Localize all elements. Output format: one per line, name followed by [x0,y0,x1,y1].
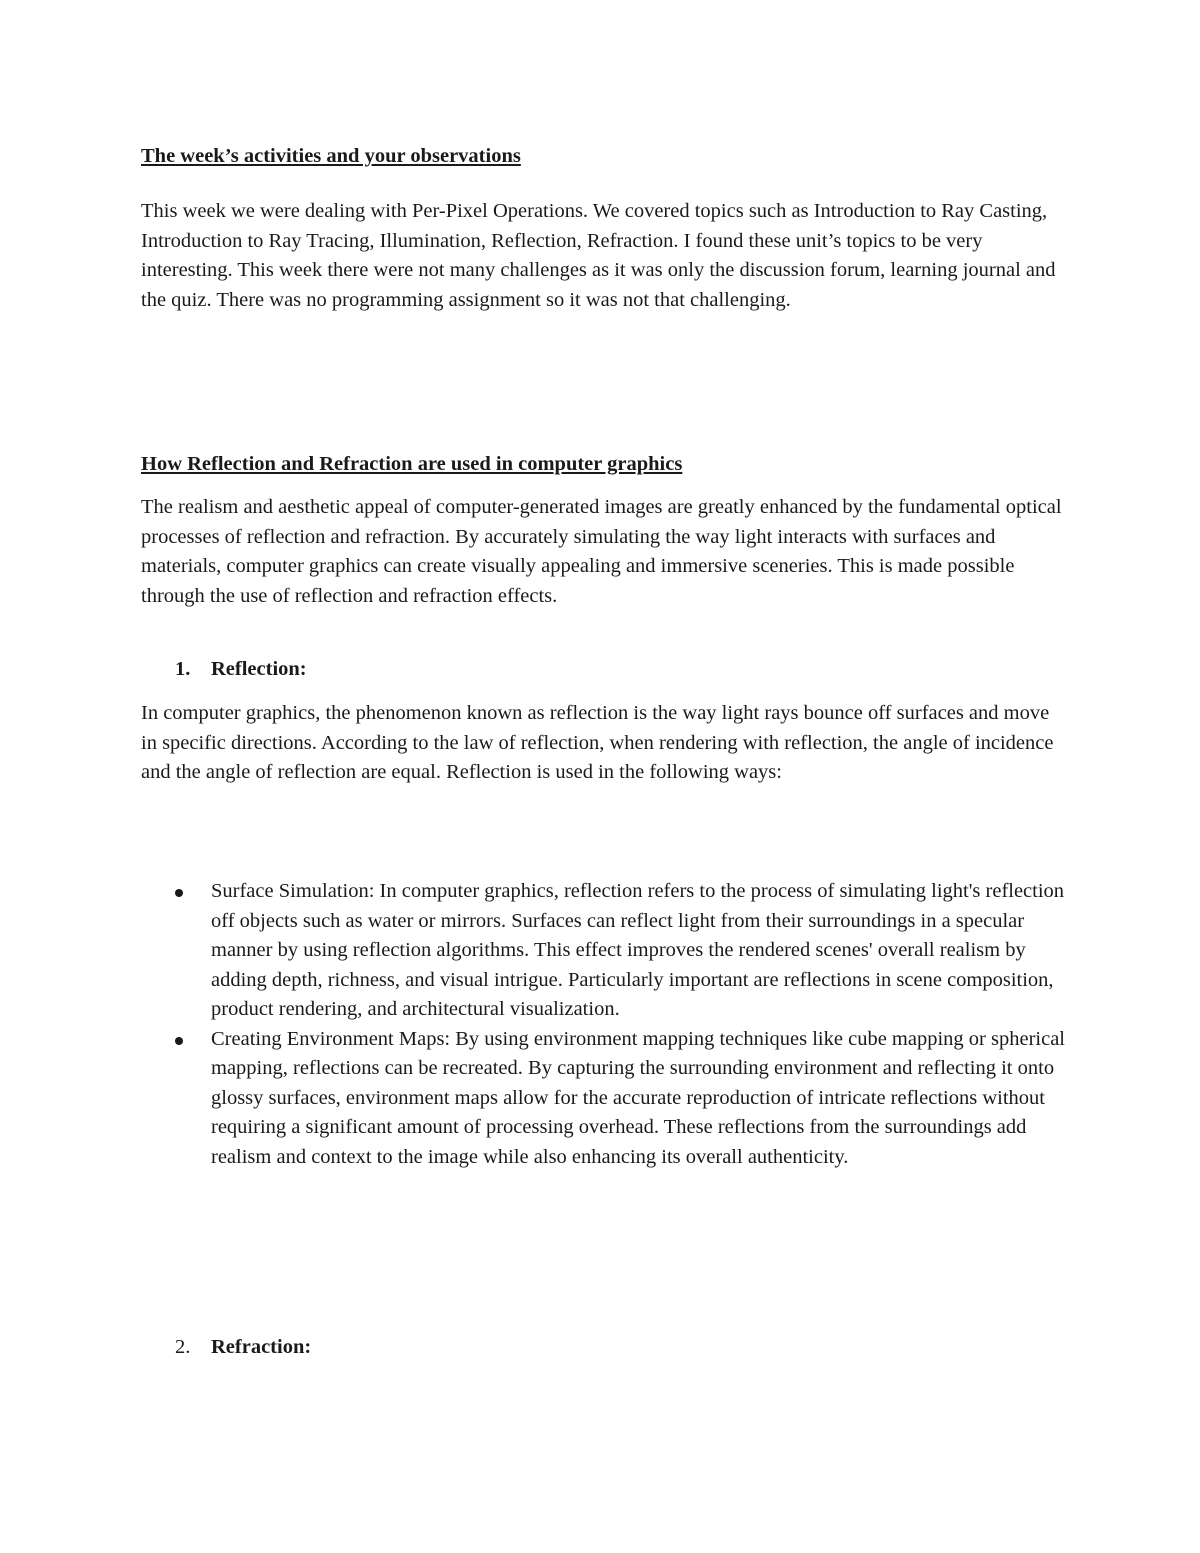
reflection-label: Reflection: [211,658,307,680]
bullet-icon [175,1037,183,1045]
section-heading-weekly-activities: The week’s activities and your observations [141,145,521,167]
weekly-activities-paragraph: This week we were dealing with Per-Pixel Operations. We covered topics such as Introduction to Ray Casting, Introduction to Ray Tracing, Illumination, Reflection, Refraction. I found these unit’s topics to be very interesting. This week there were not many challenges as it was only the discussion forum, learning journal and the quiz. There was no programming assignment so it was not that challenging. [141,200,1056,311]
bullet-text-surface-simulation: Surface Simulation: In computer graphics, reflection refers to the process of simulating light's reflection off objects such as water or mirrors. Surfaces can reflect light from their surroundings in a specular manner by using reflection algorithms. This effect improves the rendered scenes' overall realism by adding depth, richness, and visual intrigue. Particularly important are reflections in scene composition, product rendering, and architectural visualization. [211,880,1065,1020]
reflection-bullet-list [141,877,1066,1172]
reflection-numbered-heading [175,655,307,685]
refraction-label: Refraction: [211,1336,312,1358]
section-heading-reflection-refraction: How Reflection and Refraction are used in computer graphics [141,453,683,475]
bullet-text-environment-maps: Creating Environment Maps: By using environment mapping techniques like cube mapping or spherical mapping, reflections can be recreated. By capturing the surrounding environment and reflecting it onto glossy surfaces, environment maps allow for the accurate reproduction of intricate reflections without requiring a significant amount of processing overhead. These reflections from the surroundings add realism and context to the image while also enhancing its overall authenticity. [211,1027,1065,1168]
list-item [141,1025,1066,1173]
reflection-refraction-intro-paragraph: The realism and aesthetic appeal of computer-generated images are greatly enhanced by the fundamental optical processes of reflection and refraction. By accurately simulating the way light interacts with surfaces and materials, computer graphics can create visually appealing and immersive sceneries. This is made possible through the use of reflection and refraction effects. [141,496,1062,607]
refraction-numbered-heading [175,1333,311,1363]
bullet-icon [175,889,183,897]
list-item [141,877,1066,1025]
reflection-number: 1. [175,658,191,680]
reflection-paragraph: In computer graphics, the phenomenon known as reflection is the way light rays bounce off surfaces and move in specific directions. According to the law of reflection, when rendering with reflection, the angle of incidence and the angle of reflection are equal. Reflection is used in the following ways: [141,702,1054,783]
refraction-number: 2. [175,1336,191,1358]
